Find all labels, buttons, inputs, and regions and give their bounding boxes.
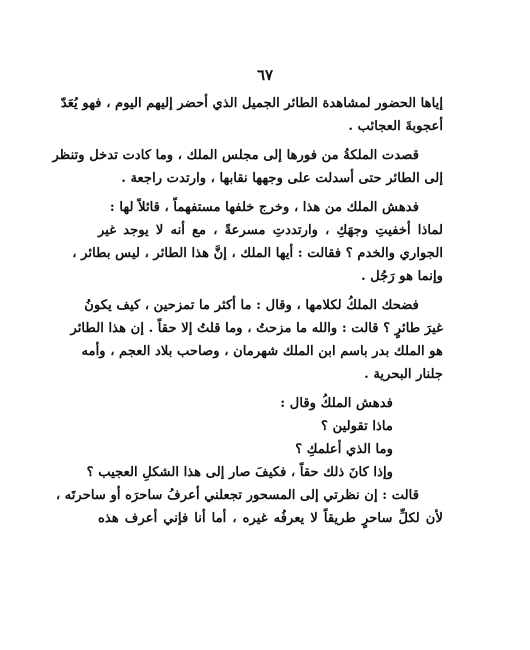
- text-line-7: الجواري والخدم ؟ فقالت : أيها الملك ، إنَّ هذا الطائر ، ليس بطائر ،: [72, 246, 443, 261]
- text-line-16: وإذا كانَ ذلك حقاً ، فكيفَ صار إلى هذا الشكلِ العجيب ؟: [86, 465, 393, 480]
- text-line-8: وإنما هو رَجُل .: [361, 269, 443, 284]
- text-line-1: إياها الحضور لمشاهدة الطائر الجميل الذي أحضر إليهم اليوم ، فهو يُعَدّ: [60, 96, 443, 111]
- text-line-12: جلنار البحرية .: [364, 367, 443, 382]
- text-line-15: وما الذي أعلمكِ ؟: [295, 442, 393, 457]
- text-line-11: هو الملك بدر باسم ابن الملك شهرمان ، وصاحب بلاد العجم ، وأمه: [81, 344, 443, 359]
- page-body-text: [52, 92, 443, 530]
- text-line-18: لأن لكلِّ ساحرٍ طريقاً لا يعرفُه غيره ، أما أنا فإني أعرف هذه: [98, 511, 443, 526]
- text-line-4: إلى الطائر حتى أسدلت على وجهها نقابها ، وارتدت راجعة .: [121, 171, 443, 186]
- text-line-5: فدهش الملك من هذا ، وخرج خلفها مستفهماً ، قائلاً لها :: [109, 200, 419, 215]
- text-line-17: قالت : إن نظرتي إلى المسحور تجعلني أعرفُ ساحرَه أو ساحرتَه ،: [55, 488, 419, 503]
- text-line-13: فدهش الملكُ وقال :: [280, 396, 393, 411]
- text-line-6: لماذا أخفيتِ وجهَكِ ، وارتددتِ مسرعةً ، مع أنه لا يوجد غير: [98, 223, 443, 238]
- text-line-3: قصدت الملكةُ من فورها إلى مجلس الملك ، وما كادت تدخل وتنظر: [52, 148, 419, 163]
- text-line-10: غيرَ طائرٍ ؟ قالت : والله ما مزحتُ ، وما قلتُ إلا حقاً . إن هذا الطائر: [70, 321, 443, 336]
- text-line-9: فضحك الملكُ لكلامها ، وقال : ما أكثر ما تمزحين ، كيف يكونُ: [84, 298, 419, 313]
- page-number: ٦٧: [256, 66, 274, 84]
- text-line-2: أعجوبةَ العجائب .: [348, 119, 443, 134]
- text-line-14: ماذا تقولين ؟: [321, 419, 393, 434]
